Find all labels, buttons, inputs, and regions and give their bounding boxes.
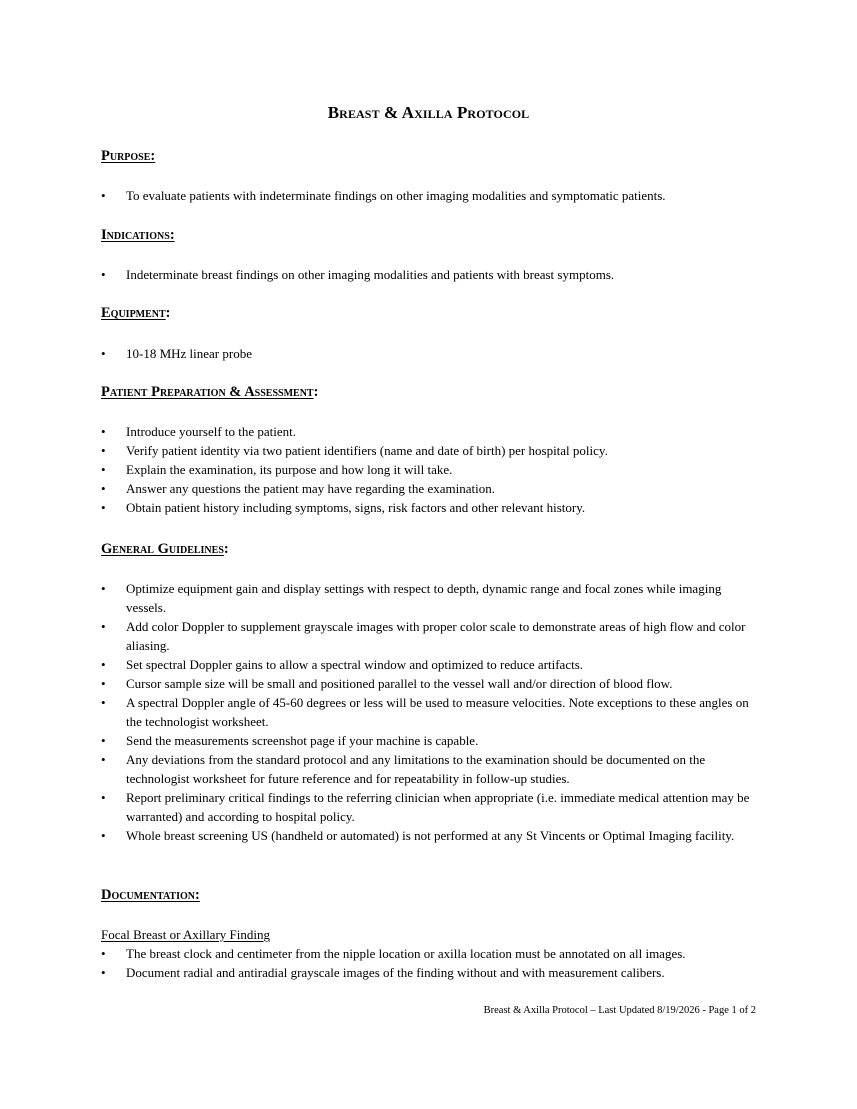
focal-finding-subheading: Focal Breast or Axillary Finding	[101, 927, 270, 942]
guidelines-heading: General Guidelines:	[101, 541, 229, 557]
list-item: • Explain the examination, its purpose and how long it will take.	[101, 462, 453, 477]
list-item: • Whole breast screening US (handheld or automated) is not performed at any St Vincents or Optimal Imaging facility.	[101, 828, 735, 843]
bullet-icon: •	[101, 946, 106, 961]
bullet-icon: •	[101, 657, 106, 672]
bullet-icon: •	[101, 500, 106, 515]
list-item: • Answer any questions the patient may have regarding the examination.	[101, 481, 495, 496]
bullet-icon: •	[101, 752, 106, 767]
purpose-heading: Purpose:	[101, 148, 156, 164]
guidelines-list	[101, 579, 761, 845]
bullet-icon: •	[101, 619, 106, 634]
indications-heading: Indications:	[101, 227, 175, 243]
indications-heading-text: Indications	[101, 227, 170, 243]
list-item: • Any deviations from the standard protocol and any limitations to the examination should be documented on the technologist worksheet for future reference and for repeatability in follow-up studies.	[101, 752, 706, 786]
bullet-icon: •	[101, 424, 106, 439]
list-item: • Indeterminate breast findings on other imaging modalities and patients with breast symptoms.	[101, 267, 615, 282]
bullet-icon: •	[101, 676, 106, 691]
equipment-list	[101, 344, 761, 363]
bullet-icon: •	[101, 733, 106, 748]
list-item: • Add color Doppler to supplement grayscale images with proper color scale to demonstrate areas of high flow and color aliasing.	[101, 619, 746, 653]
list-item: • Introduce yourself to the patient.	[101, 424, 297, 439]
page-footer: Breast & Axilla Protocol – Last Updated 8/19/2026 - Page 1 of 2	[483, 1005, 756, 1016]
list-item: • Report preliminary critical findings to the referring clinician when appropriate (i.e. immediate medical attention may be warranted) and according to hospital policy.	[101, 790, 750, 824]
documentation-heading: Documentation:	[101, 887, 200, 903]
list-item: • Document radial and antiradial grayscale images of the finding without and with measurement calibers.	[101, 965, 665, 980]
purpose-list	[101, 186, 761, 205]
bullet-icon: •	[101, 828, 106, 843]
preparation-list	[101, 422, 761, 517]
list-item: • 10-18 MHz linear probe	[101, 346, 252, 361]
bullet-icon: •	[101, 462, 106, 477]
bullet-icon: •	[101, 695, 106, 710]
list-item: • To evaluate patients with indeterminate findings on other imaging modalities and symptomatic patients.	[101, 188, 666, 203]
list-item: • Send the measurements screenshot page if your machine is capable.	[101, 733, 479, 748]
equipment-heading-text: Equipment	[101, 305, 166, 321]
bullet-icon: •	[101, 267, 106, 282]
bullet-icon: •	[101, 581, 106, 596]
list-item: • Set spectral Doppler gains to allow a spectral window and optimized to reduce artifacts.	[101, 657, 584, 672]
documentation-heading-text: Documentation	[101, 887, 195, 903]
bullet-icon: •	[101, 443, 106, 458]
guidelines-heading-text: General Guidelines	[101, 541, 224, 557]
purpose-heading-text: Purpose	[101, 148, 151, 164]
bullet-icon: •	[101, 346, 106, 361]
preparation-heading-text: Patient Preparation & Assessment	[101, 384, 314, 400]
list-item: • Cursor sample size will be small and positioned parallel to the vessel wall and/or direction of blood flow.	[101, 676, 673, 691]
list-item: • Verify patient identity via two patient identifiers (name and date of birth) per hospital policy.	[101, 443, 608, 458]
list-item: • The breast clock and centimeter from the nipple location or axilla location must be annotated on all images.	[101, 946, 686, 961]
documentation-list	[101, 944, 761, 982]
list-item: • A spectral Doppler angle of 45-60 degrees or less will be used to measure velocities. Note exceptions to these angles on the technologist worksheet.	[101, 695, 749, 729]
equipment-heading: Equipment:	[101, 305, 171, 321]
bullet-icon: •	[101, 790, 106, 805]
document-title: Breast & Axilla Protocol	[327, 103, 530, 122]
bullet-icon: •	[101, 188, 106, 203]
list-item: • Obtain patient history including symptoms, signs, risk factors and other relevant history.	[101, 500, 586, 515]
list-item: • Optimize equipment gain and display settings with respect to depth, dynamic range and focal zones while imaging vessels.	[101, 581, 722, 615]
indications-list	[101, 265, 761, 284]
preparation-heading: Patient Preparation & Assessment:	[101, 384, 319, 400]
bullet-icon: •	[101, 481, 106, 496]
bullet-icon: •	[101, 965, 106, 980]
